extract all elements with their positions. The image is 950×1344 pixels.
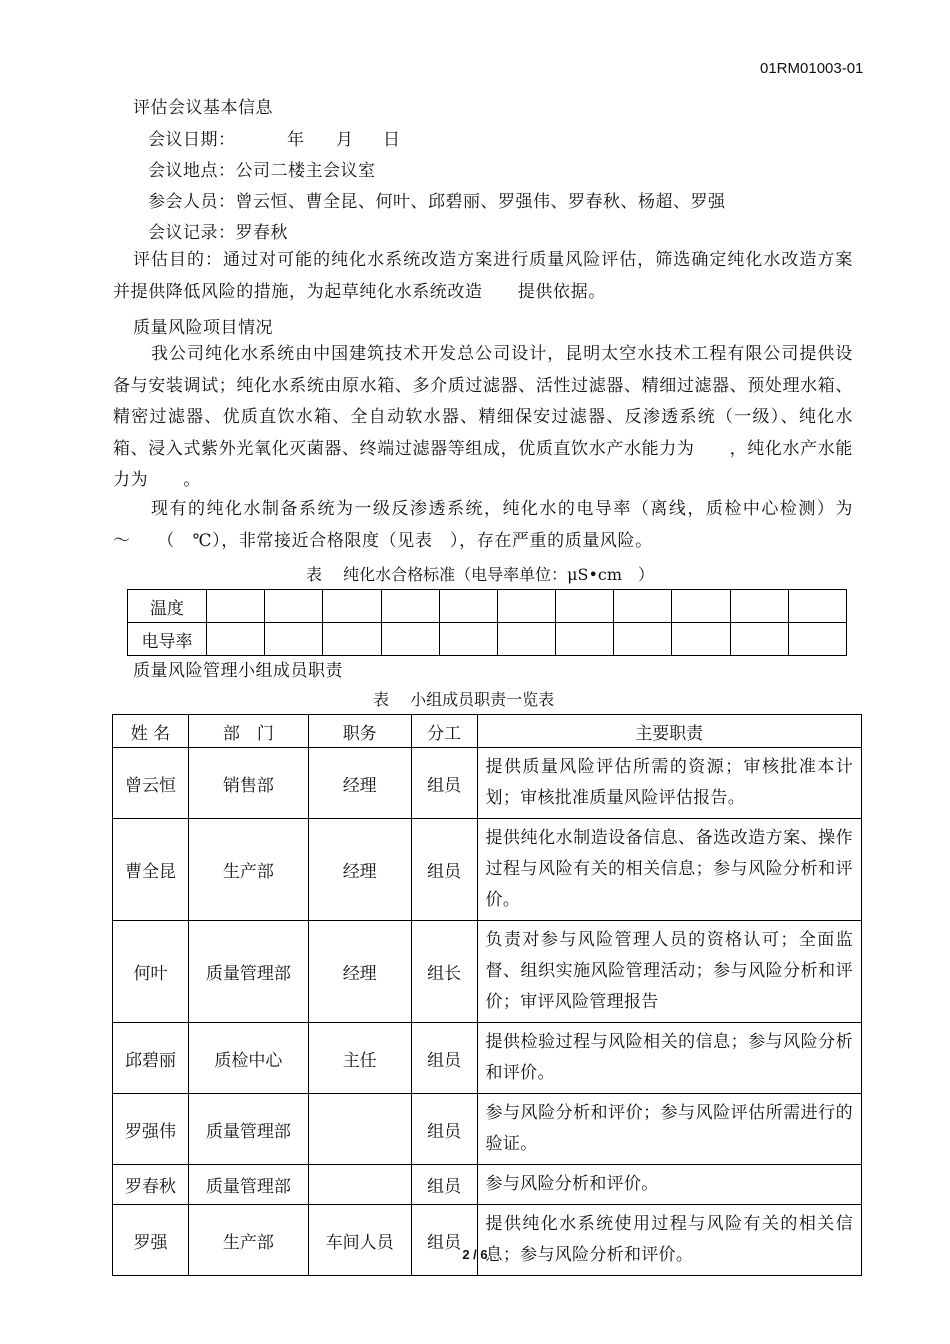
- member-role: 组员: [411, 1023, 477, 1094]
- table-row: [128, 623, 847, 656]
- member-role: 组长: [411, 921, 477, 1023]
- table-cell: [265, 590, 323, 623]
- table-header-row: [113, 715, 862, 748]
- table-cell: [207, 590, 265, 623]
- member-duty: 负责对参与风险管理人员的资格认可；全面监督、组织实施风险管理活动；参与风险分析和评价；审评风险管理报告: [477, 921, 861, 1023]
- member-dept: 生产部: [188, 819, 308, 921]
- table-cell: [439, 623, 497, 656]
- member-title: 车间人员: [308, 1205, 411, 1276]
- table-row: [113, 819, 862, 921]
- member-duty: 提供纯化水系统使用过程与风险有关的相关信息；参与风险分析和评价。: [477, 1205, 861, 1276]
- member-name: 曹全昆: [113, 819, 189, 921]
- member-dept: 质量管理部: [188, 921, 308, 1023]
- member-name: 曾云恒: [113, 748, 189, 819]
- table-cell: [497, 590, 555, 623]
- meeting-recorder: 会议记录：罗春秋: [148, 223, 288, 243]
- table-row: [113, 921, 862, 1023]
- member-dept: 生产部: [188, 1205, 308, 1276]
- table-cell: [497, 623, 555, 656]
- member-title: 主任: [308, 1023, 411, 1094]
- table-cell: [381, 623, 439, 656]
- member-duty: 参与风险分析和评价。: [477, 1165, 861, 1205]
- table-cell: [788, 590, 846, 623]
- member-name: 罗春秋: [113, 1165, 189, 1205]
- table-cell: [614, 590, 672, 623]
- member-name: 罗强伟: [113, 1094, 189, 1165]
- meeting-date: [148, 125, 236, 150]
- member-role: 组员: [411, 1205, 477, 1276]
- member-title: 经理: [308, 921, 411, 1023]
- header-role: 分工: [411, 715, 477, 748]
- table-cell: [265, 623, 323, 656]
- team-table-caption: 表 小组成员职责一览表: [373, 690, 555, 709]
- table-cell: [556, 590, 614, 623]
- table-row: [113, 1205, 862, 1276]
- table-row: [128, 590, 847, 623]
- date-month: 月: [336, 130, 354, 150]
- member-title: [308, 1165, 411, 1205]
- member-role: 组员: [411, 1094, 477, 1165]
- member-dept: 质量管理部: [188, 1165, 308, 1205]
- member-name: 邱碧丽: [113, 1023, 189, 1094]
- table-row: [113, 1023, 862, 1094]
- member-duty: 提供纯化水制造设备信息、备选改造方案、操作过程与风险有关的相关信息；参与风险分析和评价。: [477, 819, 861, 921]
- meeting-location: 会议地点：公司二楼主会议室: [148, 161, 376, 181]
- member-title: 经理: [308, 748, 411, 819]
- member-dept: 质量管理部: [188, 1094, 308, 1165]
- table-cell: [207, 623, 265, 656]
- purpose-paragraph: 评估目的：通过对可能的纯化水系统改造方案进行质量风险评估，筛选确定纯化水改造方案并提供降低风险的措施，为起草纯化水系统改造 提供依据。: [113, 250, 853, 302]
- team-duty-table: [112, 714, 862, 1276]
- header-title: 职务: [308, 715, 411, 748]
- page-number: 2 / 6: [462, 1247, 488, 1262]
- table-cell: [381, 590, 439, 623]
- project-paragraph-2: 现有的纯化水制备系统为一级反渗透系统，纯化水的电导率（离线，质检中心检测）为 ～ （ ℃），非常接近合格限度（见表 ），存在严重的质量风险。: [113, 499, 889, 551]
- meeting-date-label: 会议日期：: [148, 130, 236, 150]
- member-dept: 质检中心: [188, 1023, 308, 1094]
- member-role: 组员: [411, 748, 477, 819]
- table-cell: [672, 623, 730, 656]
- table-cell: [788, 623, 846, 656]
- document-code: 01RM01003-01: [760, 60, 864, 77]
- member-role: 组员: [411, 819, 477, 921]
- date-day: 日: [383, 130, 401, 150]
- table-row: [113, 1165, 862, 1205]
- table-cell: [323, 623, 381, 656]
- member-name: 罗强: [113, 1205, 189, 1276]
- member-title: 经理: [308, 819, 411, 921]
- conductivity-standard-table: [127, 589, 847, 656]
- member-role: 组员: [411, 1165, 477, 1205]
- member-duty: 提供质量风险评估所需的资源；审核批准本计划；审核批准质量风险评估报告。: [477, 748, 861, 819]
- header-dept: 部 门: [188, 715, 308, 748]
- table-row: [113, 748, 862, 819]
- date-year: 年: [287, 130, 305, 150]
- member-duty: 提供检验过程与风险相关的信息；参与风险分析和评价。: [477, 1023, 861, 1094]
- meeting-heading: 评估会议基本信息: [133, 98, 273, 118]
- row-label-temperature: 温度: [128, 590, 207, 623]
- table-cell: [614, 623, 672, 656]
- table-row: [113, 1094, 862, 1165]
- project-heading: 质量风险项目情况: [133, 318, 273, 338]
- meeting-attendees: 参会人员：曾云恒、曹全昆、何叶、邱碧丽、罗强伟、罗春秋、杨超、罗强: [148, 192, 726, 212]
- team-heading: 质量风险管理小组成员职责: [133, 661, 343, 681]
- table-cell: [556, 623, 614, 656]
- standard-table-caption: 表 纯化水合格标准（电导率单位：μS•cm ）: [306, 565, 655, 584]
- member-title: [308, 1094, 411, 1165]
- table-cell: [323, 590, 381, 623]
- header-duty: 主要职责: [477, 715, 861, 748]
- table-cell: [439, 590, 497, 623]
- member-duty: 参与风险分析和评价；参与风险评估所需进行的验证。: [477, 1094, 861, 1165]
- table-cell: [672, 590, 730, 623]
- member-dept: 销售部: [188, 748, 308, 819]
- project-paragraph-1: 我公司纯化水系统由中国建筑技术开发总公司设计，昆明太空水技术工程有限公司提供设备与安装调试；纯化水系统由原水箱、多介质过滤器、活性过滤器、精细过滤器、预处理水箱、精密过滤器、优质直饮水箱、全自动软水器、精细保安过滤器、反渗透系统（一级）、纯化水箱、浸入式紫外光氧化灭菌器、终端过滤器等组成，优质直饮水产水能力为 ，纯化水产水能力为 。: [113, 344, 853, 490]
- header-name: 姓 名: [113, 715, 189, 748]
- table-cell: [730, 623, 788, 656]
- member-name: 何叶: [113, 921, 189, 1023]
- table-cell: [730, 590, 788, 623]
- row-label-conductivity: 电导率: [128, 623, 207, 656]
